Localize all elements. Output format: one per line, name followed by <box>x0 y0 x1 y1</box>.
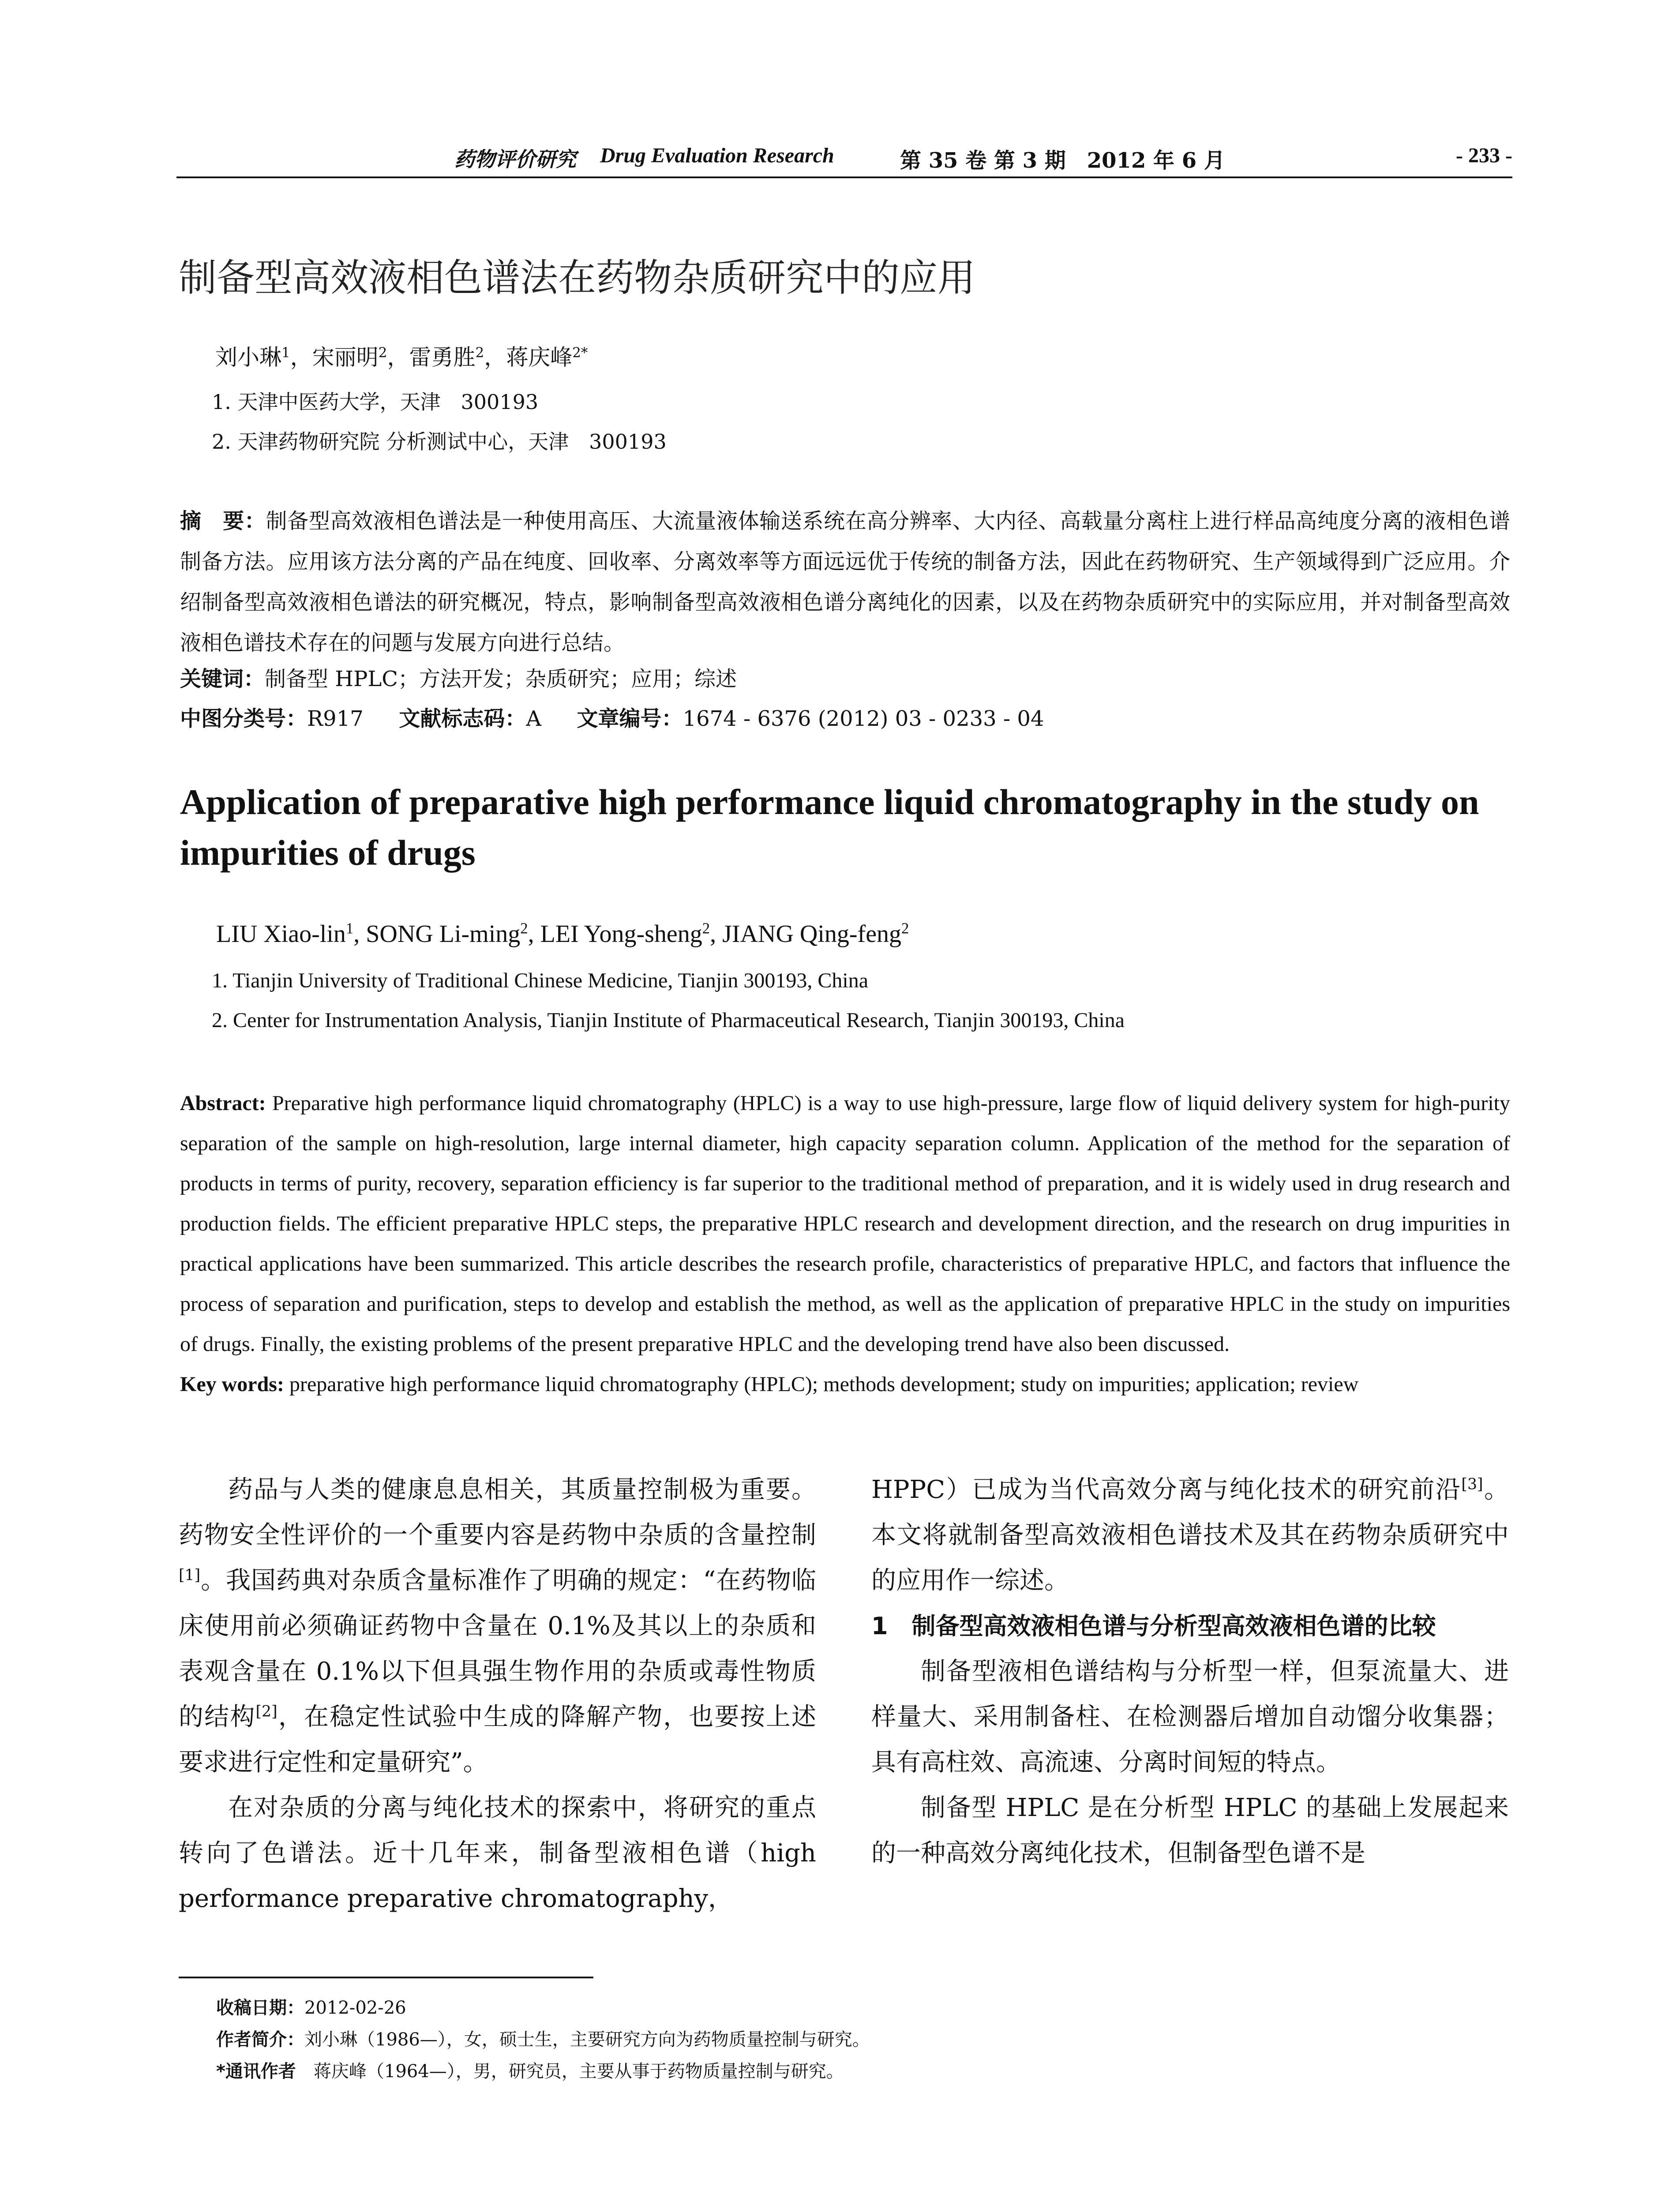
author-affiliation-mark: 2 <box>378 345 387 361</box>
author-name: , SONG Li-ming <box>353 920 521 948</box>
footnote-label: 收稿日期： <box>216 1998 304 2018</box>
author-name: ，雷勇胜 <box>387 345 476 370</box>
author-affiliation-mark: 2 <box>475 345 484 361</box>
author-name: ，宋丽明 <box>290 345 379 370</box>
body-column-left <box>179 1467 816 1921</box>
article-number-label: 文章编号： <box>577 706 683 731</box>
doc-code-label: 文献标志码： <box>399 706 526 731</box>
body-text: 。我国药典对杂质含量标准作了明确的规定：“在药物临床使用前必须确证药物中含量在 0.1%及其以上的杂质和表观含量在 0.1%以下但具强生物作用的杂质或毒性物质的结构 <box>179 1566 816 1731</box>
journal-name-en: Drug Evaluation Research <box>600 144 834 167</box>
keywords-label-en: Key words: <box>180 1373 284 1396</box>
footnote-corresponding <box>216 2056 870 2087</box>
footnote-label: 作者简介： <box>216 2030 304 2050</box>
body-text: HPPC）已成为当代高效分离与纯化技术的研究前沿 <box>871 1475 1462 1504</box>
abstract-label-cn: 摘 要： <box>180 509 266 533</box>
classification-line <box>180 702 1044 732</box>
body-column-right <box>871 1467 1509 1876</box>
clc-value: R917 <box>307 706 364 731</box>
footnote-divider <box>179 1977 593 1978</box>
footnotes <box>216 1992 870 2087</box>
author-name: 刘小琳 <box>215 345 281 370</box>
abstract-cn <box>180 501 1510 663</box>
running-header <box>176 143 1512 174</box>
body-paragraph: 制备型 HPLC 是在分析型 HPLC 的基础上发展起来的一种高效分离纯化技术，但制备型色谱不是 <box>871 1793 1509 1868</box>
body-text: 。本文将就制备型高效液相色谱技术及其在药物杂质研究中的应用作一综述。 <box>871 1475 1509 1595</box>
footnote-label: *通讯作者 <box>216 2061 296 2082</box>
author-list-cn <box>215 340 588 371</box>
body-paragraph <box>179 1467 816 1785</box>
journal-logo-cn: 药物评价研究 <box>454 147 576 171</box>
abstract-en <box>180 1083 1510 1404</box>
keywords-text-cn: 制备型 HPLC；方法开发；杂质研究；应用；综述 <box>265 667 737 691</box>
body-paragraph: 在对杂质的分离与纯化技术的探索中，将研究的重点转向了色谱法。近十几年来，制备型液相色谱（high performance preparative chromatography， <box>179 1793 816 1913</box>
author-affiliation-mark: 2* <box>572 345 588 361</box>
footnote-text: 刘小琳（1986—），女，硕士生，主要研究方向为药物质量控制与研究。 <box>304 2030 870 2050</box>
section-heading: 1 制备型高效液相色谱与分析型高效液相色谱的比较 <box>871 1612 1436 1640</box>
author-name: , LEI Yong-sheng <box>528 920 702 948</box>
body-text: ，在稳定性试验中生成的降解产物，也要按上述要求进行定性和定量研究”。 <box>179 1703 817 1777</box>
clc-label: 中图分类号： <box>180 706 308 731</box>
body-text: 药品与人类的健康息息相关，其质量控制极为重要。药物安全性评价的一个重要内容是药物中杂质的含量控制 <box>179 1475 816 1549</box>
author-affiliation-mark: 2 <box>702 919 710 937</box>
citation-ref: [1] <box>179 1566 201 1584</box>
author-affiliation-mark: 1 <box>281 345 290 361</box>
article-title-en: Application of preparative high performance liquid chromatography in the study on impurities of drugs <box>180 782 1479 873</box>
article-number-value: 1674 - 6376 (2012) 03 - 0233 - 04 <box>682 706 1044 731</box>
article-title-cn: 制备型高效液相色谱法在药物杂质研究中的应用 <box>179 256 975 300</box>
author-list-en <box>216 920 909 948</box>
affiliation-en: 1. Tianjin University of Traditional Chinese Medicine, Tianjin 300193, China <box>212 969 869 992</box>
footnote-text: 蒋庆峰（1964—），男，研究员，主要从事于药物质量控制与研究。 <box>296 2061 844 2082</box>
keywords-text-en: preparative high performance liquid chromatography (HPLC); methods development; study on impurities; application; review <box>284 1373 1359 1396</box>
author-affiliation-mark: 1 <box>345 919 354 937</box>
citation-ref: [3] <box>1461 1475 1483 1493</box>
author-name: LIU Xiao-lin <box>216 920 346 948</box>
footnote-author <box>216 2024 870 2056</box>
affiliation-cn: 2. 天津药物研究院 分析测试中心，天津 300193 <box>212 430 667 454</box>
footnote-received <box>216 1992 870 2024</box>
author-affiliation-mark: 2 <box>901 919 909 937</box>
doc-code-value: A <box>526 706 541 731</box>
affiliation-en: 2. Center for Instrumentation Analysis, Tianjin Institute of Pharmaceutical Research, Tianjin 300193, China <box>212 1009 1125 1032</box>
abstract-text-en: Preparative high performance liquid chromatography (HPLC) is a way to use high-pressure, large flow of liquid delivery system for high-purity separation of the sample on high-resolution, large internal diameter, high capacity separation column. Application of the method for the separation of products in terms of purity, recovery, separation efficiency is far superior to the traditional method of preparation, and it is widely used in drug research and production fields. The efficient preparative HPLC steps, the preparative HPLC research and development direction, and the research on drug impurities in practical applications have been summarized. This article describes the research profile, characteristics of preparative HPLC, and factors that influence the process of separation and purification, steps to develop and establish the method, as well as the application of preparative HPLC in the study on impurities of drugs. Finally, the existing problems of the present preparative HPLC and the developing trend have also been discussed. <box>180 1092 1510 1356</box>
author-affiliation-mark: 2 <box>520 919 528 937</box>
page-number: - 233 - <box>1456 144 1512 167</box>
abstract-text-cn: 制备型高效液相色谱法是一种使用高压、大流量液体输送系统在高分辨率、大内径、高载量分离柱上进行样品高纯度分离的液相色谱制备方法。应用该方法分离的产品在纯度、回收率、分离效率等方面远远优于传统的制备方法，因此在药物研究、生产领域得到广泛应用。介绍制备型高效液相色谱法的研究概况，特点，影响制备型高效液相色谱分离纯化的因素，以及在药物杂质研究中的实际应用，并对制备型高效液相色谱技术存在的问题与发展方向进行总结。 <box>180 509 1510 655</box>
body-paragraph <box>871 1467 1509 1603</box>
footnote-text: 2012-02-26 <box>304 1998 406 2018</box>
issue-info: 第 35 卷 第 3 期 2012 年 6 月 <box>900 148 1225 173</box>
author-name: , JIANG Qing-feng <box>710 920 902 948</box>
header-divider <box>176 176 1512 178</box>
keywords-cn <box>180 662 737 692</box>
author-name: ，蒋庆峰 <box>484 345 573 370</box>
affiliation-cn: 1. 天津中医药大学，天津 300193 <box>212 390 539 414</box>
body-paragraph: 制备型液相色谱结构与分析型一样，但泵流量大、进样量大、采用制备柱、在检测器后增加自动馏分收集器；具有高柱效、高流速、分离时间短的特点。 <box>871 1657 1509 1777</box>
citation-ref: [2] <box>255 1703 278 1721</box>
abstract-label-en: Abstract: <box>180 1092 266 1115</box>
keywords-label-cn: 关键词： <box>180 667 265 691</box>
